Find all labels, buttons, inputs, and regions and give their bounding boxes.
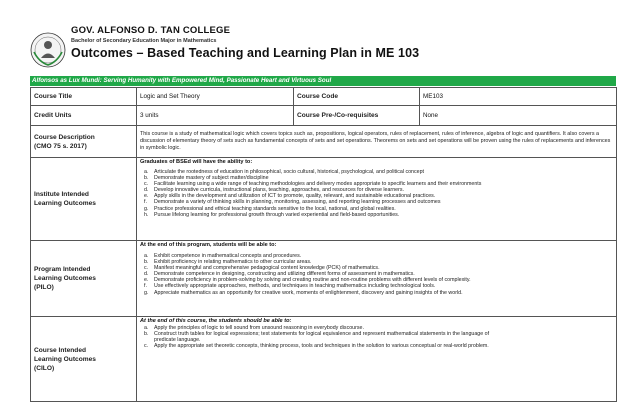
list-item-letter: b. [144, 259, 149, 266]
list-item-letter: e. [144, 193, 149, 200]
pilo-intro: At the end of this program, students will be able to: [140, 242, 277, 248]
list-item-text: Demonstrate proficiency in problem-solving by solving and creating routine and non-routine problems with different levels of complexity. [154, 277, 471, 284]
list-item-text: Develop innovative curricula, instructional plans, teaching, approaches, and resources for diverse learners. [154, 187, 404, 194]
table-row [31, 317, 617, 402]
degree-program: Bachelor of Secondary Education Major in Mathematics [71, 38, 217, 44]
list-item-letter: c. [144, 181, 149, 188]
list-item-letter: a. [144, 253, 149, 259]
cilo-label-line: (CILO) [34, 364, 55, 372]
list-item-text: Manifest meaningful and comprehensive pedagogical content knowledge (PCK) of mathematics. [154, 265, 380, 272]
page-title: Outcomes – Based Teaching and Learning Plan in ME 103 [71, 46, 420, 60]
list-item-letter: d. [144, 187, 149, 194]
list-item-text: Practice professional and ethical teaching standards sensitive to the local, national, and global realities. [154, 205, 396, 212]
course-description-text: This course is a study of mathematical logic which covers topics such as, propositions, logical operators, rules of replacement, rules of inference, algebra of logic and quantifiers. It also covers a discussion of elementary theory of sets such as fundamental concepts of sets and set operations. Theorems on sets and set operations will be proven using the rules of replacements and inferences in symbolic logic. [137, 126, 617, 158]
pilo-list [140, 253, 613, 296]
list-item-text: Appreciate mathematics as an opportunity for creative work, moments of enlightenment, discovery and gaining insights of the world. [154, 289, 463, 296]
list-item-text: Apply skills in the development and utilization of ICT to promote, quality, relevant, and sustainable educational practices. [154, 193, 436, 200]
pilo-label [31, 241, 137, 317]
list-item-letter: c. [144, 343, 149, 350]
list-item-text: Demonstrate a variety of thinking skills in planning, monitoring, assessing, and reporting learning processes and outcomes [154, 199, 441, 206]
table-row [31, 241, 617, 317]
cilo-label [31, 317, 137, 402]
document-header [0, 0, 640, 74]
list-item-text: Demonstrate mastery of subject matter/discipline [154, 175, 269, 182]
course-title-label: Course Title [31, 88, 137, 106]
course-description-label [31, 126, 137, 158]
cilo-label-line: Learning Outcomes [34, 355, 96, 363]
list-item-letter: h. [144, 211, 149, 218]
list-item-text: Demonstrate competence in designing, constructing and utilizing different forms of assessment in mathematics. [154, 271, 415, 278]
table-row [31, 88, 617, 106]
list-item-text: Articulate the rootedness of education in philosophical, socio cultural, historical, psychological, and political concept [154, 169, 425, 175]
list-item-text: Facilitate learning using a wide range of teaching methodologies and delivery modes appropriate to specific learners and their environments [154, 181, 482, 188]
ilo-content [137, 158, 617, 241]
list-item-letter: b. [144, 331, 149, 338]
list-item-letter: a. [144, 325, 149, 331]
ilo-label-line: Institute Intended [34, 191, 89, 198]
list-item-text: Construct truth tables for logical expressions; test statements for logical equivalence and represent mathematical statements in the language of [154, 331, 490, 338]
list-item [140, 212, 613, 218]
list-item-text: Use effectively appropriate approaches, methods, and techniques in teaching mathematics including technological tools. [154, 283, 436, 290]
list-item-text: Exhibit proficiency in relating mathematics to other curricular areas. [154, 259, 312, 266]
list-item-text: Apply the principles of logic to tell sound from unsound reasoning in everybody discourse. [154, 325, 364, 331]
list-item-letter: d. [144, 271, 149, 278]
course-description-cmo: (CMO 75 s. 2017) [34, 142, 87, 150]
credit-units-label: Credit Units [31, 106, 137, 126]
list-item-letter: e. [144, 277, 149, 284]
pilo-label-line: Program Intended [34, 266, 91, 273]
list-item-letter: f. [144, 199, 147, 206]
college-seal-icon [30, 32, 66, 68]
pilo-content [137, 241, 617, 317]
prerequisites-label: Course Pre-/Co-requisites [294, 106, 420, 126]
course-description-label-line: Course Description [34, 133, 95, 141]
ilo-label [31, 158, 137, 241]
list-item-letter: g. [144, 289, 149, 296]
motto-banner: Alfonsos as Lux Mundi: Serving Humanity with Empowered Mind, Passionate Heart and Virtuous Soul [30, 76, 616, 86]
ilo-list [140, 169, 613, 218]
course-info-table [30, 87, 617, 402]
credit-units-value: 3 units [137, 106, 294, 126]
list-item-text: predicate language. [154, 337, 201, 344]
course-title-value: Logic and Set Theory [137, 88, 294, 106]
list-item-letter: g. [144, 205, 149, 212]
course-code-label: Course Code [294, 88, 420, 106]
pilo-label-line: Learning Outcomes [34, 275, 96, 282]
ilo-intro: Graduates of BSEd will have the ability to: [140, 159, 253, 165]
cilo-content [137, 317, 617, 402]
list-item-text: Apply the appropriate set theoretic concepts, thinking process, tools and techniques in the solution to various conceptual or real-world problem. [154, 343, 489, 350]
prerequisites-value: None [420, 106, 617, 126]
list-item-text: Exhibit competence in mathematical concepts and procedures. [154, 253, 302, 259]
cilo-intro: At the end of this course, the students should be able to: [140, 318, 292, 324]
table-row [31, 158, 617, 241]
list-item-letter: b. [144, 175, 149, 182]
list-item-letter: f. [144, 283, 147, 290]
list-item-letter: c. [144, 265, 149, 272]
course-code-value: ME103 [420, 88, 617, 106]
table-row [31, 126, 617, 158]
list-item-text: Pursue lifelong learning for professional growth through varied experiential and field-based opportunities. [154, 211, 400, 218]
pilo-label-line: (PILO) [34, 284, 54, 291]
ilo-label-line: Learning Outcomes [34, 200, 96, 207]
list-item [140, 290, 613, 296]
cilo-label-line: Course Intended [34, 346, 87, 354]
list-item [140, 343, 613, 349]
list-item-letter: a. [144, 169, 149, 175]
college-name: GOV. ALFONSO D. TAN COLLEGE [71, 25, 231, 36]
table-row [31, 106, 617, 126]
cilo-list [140, 325, 613, 349]
